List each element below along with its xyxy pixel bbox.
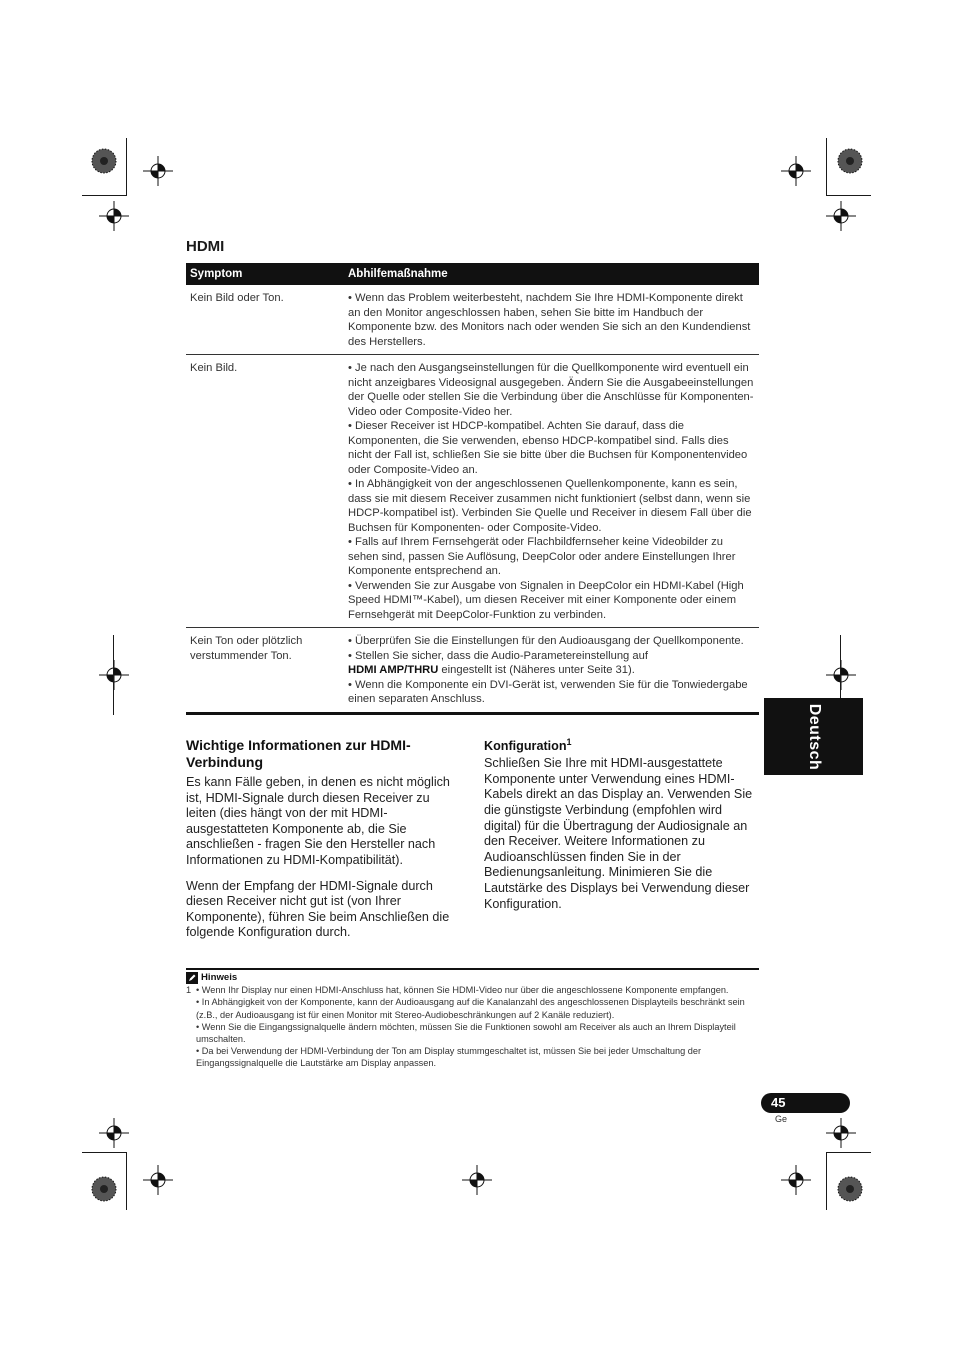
language-tab-label: Deutsch <box>805 703 823 770</box>
page-number-badge <box>761 1093 850 1113</box>
notes-header <box>186 972 761 984</box>
crosshair-icon <box>99 201 129 231</box>
color-rosette-icon <box>837 1176 863 1202</box>
crosshair-icon <box>826 1118 856 1148</box>
remedy-item: • Falls auf Ihrem Fernsehgerät oder Flachbildfernseher keine Videobilder zu sehen sind, passen Sie Auflösung, DeepColor oder andere Einstellungen Ihrer Komponente entsprechend an. <box>348 536 736 577</box>
color-rosette-icon <box>91 1176 117 1202</box>
setting-name: HDMI AMP/THRU <box>348 664 439 676</box>
right-paragraph: Schließen Sie Ihre mit HDMI-ausgestattete Komponente unter Verwendung eines HDMI-Kabels direkt an das Display an. Verwenden Sie die günstigste Verbindung (empfohlen wird digital) für die Übertragung der Audiosignale an den Receiver. Weitere Informationen zu Audioanschlüssen finden Sie in der Bedienungsanleitung. Minimieren Sie die Lautstärke des Displays bei Verwendung dieser Konfiguration. <box>484 756 753 911</box>
notes-list <box>186 984 761 1069</box>
note-item: • Wenn Ihr Display nur einen HDMI-Anschluss hat, können Sie HDMI-Video nur über die angeschlossene Komponente empfangen. <box>196 985 729 996</box>
footnote-ref: 1 <box>566 737 572 747</box>
symptom-cell: Kein Bild. <box>186 355 344 628</box>
remedy-item: • Dieser Receiver ist HDCP-kompatibel. Achten Sie darauf, dass die Komponenten, die Sie verwenden, ebenso HDCP-kompatibel sind. Falls dies nicht der Fall ist, schließen Sie sie bitte über die Buchsen für Komponentenvideo oder Composite-Video an. <box>348 420 748 476</box>
remedy-cell <box>344 285 759 355</box>
crosshair-icon <box>462 1165 492 1195</box>
language-tab <box>764 698 863 775</box>
right-heading <box>484 737 759 753</box>
remedy-item: • Je nach den Ausgangseinstellungen für die Quellkomponente wird eventuell ein nicht anzeigbares Videosignal ausgegeben. Ändern Sie die Ausgabeeinstellungen der Quelle oder stellen Sie die Verbindung über die Anschlüsse für Komponenten-Video oder Composite-Video her. <box>348 362 754 418</box>
color-rosette-icon <box>91 148 117 174</box>
crosshair-icon <box>826 660 856 690</box>
right-column <box>484 737 759 912</box>
notes-block <box>186 972 761 1070</box>
crosshair-icon <box>826 201 856 231</box>
notes-heading: Hinweis <box>201 972 238 983</box>
crosshair-icon <box>781 156 811 186</box>
remedy-item: • Verwenden Sie zur Ausgabe von Signalen in DeepColor ein HDMI-Kabel (High Speed HDMI™-Kabel), um diesen Receiver mit einer Komponente oder einem Fernsehgerät mit DeepColor-Funktion zu verbinden. <box>348 579 744 621</box>
table-row <box>186 355 759 628</box>
table-header-row <box>186 263 759 285</box>
left-paragraph: Wenn der Empfang der HDMI-Signale durch diesen Receiver nicht gut ist (von Ihrer Komponente), führen Sie beim Anschließen die folgende Konfiguration durch. <box>186 878 450 940</box>
crosshair-icon <box>99 660 129 690</box>
right-heading-text: Konfiguration <box>484 739 567 754</box>
crosshair-icon <box>99 1118 129 1148</box>
table-row <box>186 628 759 714</box>
crosshair-icon <box>143 1165 173 1195</box>
symptom-cell: Kein Bild oder Ton. <box>186 285 344 355</box>
page-number: 45 <box>771 1095 786 1110</box>
language-code: Ge <box>775 1114 788 1124</box>
remedy-text: • Stellen Sie sicher, dass die Audio-Parametereinstellung auf <box>348 649 648 662</box>
note-item: • Wenn Sie die Eingangssignalquelle ändern möchten, müssen Sie die Funktionen sowohl am Receiver als auch an Ihrem Displayteil umschalten. <box>196 1021 736 1045</box>
remedy-item: • In Abhängigkeit von der angeschlossenen Quellenkomponente, kann es sein, dass sie mit diesem Receiver zusammen nicht funktioniert (selbst dann, wenn sie HDCP-kompatibel ist). Verbinden Sie Quelle und Receiver in diesem Fall über die Buchsen für Komponenten- oder Composite-Video. <box>348 478 752 534</box>
color-rosette-icon <box>837 148 863 174</box>
remedy-cell <box>344 355 759 628</box>
left-column <box>186 737 461 941</box>
crosshair-icon <box>781 1165 811 1195</box>
pencil-note-icon <box>186 972 198 984</box>
note-item: • Da bei Verwendung der HDMI-Verbindung der Ton am Display stummgeschaltet ist, müssen Sie bei jeder Umschaltung der Eingangssignalquelle die Lautstärke am Display anpassen. <box>196 1046 702 1069</box>
troubleshooting-table <box>186 263 759 715</box>
table-row <box>186 285 759 355</box>
crosshair-icon <box>143 156 173 186</box>
notes-divider <box>186 968 759 970</box>
section-title: HDMI <box>186 238 225 255</box>
left-heading: Wichtige Informationen zur HDMI-Verbindung <box>186 737 411 770</box>
symptom-cell: Kein Ton oder plötzlich verstummender Ton. <box>186 628 344 714</box>
column-header-symptom: Symptom <box>186 263 344 285</box>
note-number: 1 <box>186 985 192 996</box>
setting-suffix: eingestellt ist (Näheres unter Seite 31). <box>438 664 635 676</box>
remedy-item: • Überprüfen Sie die Einstellungen für den Audioausgang der Quellkomponente. <box>348 635 744 647</box>
remedy-cell <box>344 628 759 714</box>
column-header-remedy: Abhilfemaßnahme <box>344 263 759 285</box>
remedy-item <box>348 649 755 678</box>
left-paragraph: Es kann Fälle geben, in denen es nicht möglich ist, HDMI-Signale durch diesen Receiver zu leiten (dies hängt von der mit HDMI-ausgestatteten Komponente ab, die Sie anschließen - fragen Sie den Hersteller nach Informationen zu HDMI-Kompatibilität). <box>186 775 450 867</box>
remedy-item: • Wenn die Komponente ein DVI-Gerät ist, verwenden Sie für die Tonwiedergabe einen separaten Anschluss. <box>348 678 748 705</box>
note-item: • In Abhängigkeit von der Komponente, kann der Audioausgang auf die Kanalanzahl des angeschlossenen Displayteils beschränkt sein (z.B., der Audioausgang ist für einen Monitor mit Stereo-Audiobeschränkungen auf 2 Kanäle reduziert). <box>196 997 745 1020</box>
remedy-item: • Wenn das Problem weiterbesteht, nachdem Sie Ihre HDMI-Komponente direkt an den Monitor angeschlossen haben, sehen Sie bitte im Handbuch der Komponente bzw. des Monitors nach oder wenden Sie sich an den Kundendienst des Herstellers. <box>348 292 751 348</box>
